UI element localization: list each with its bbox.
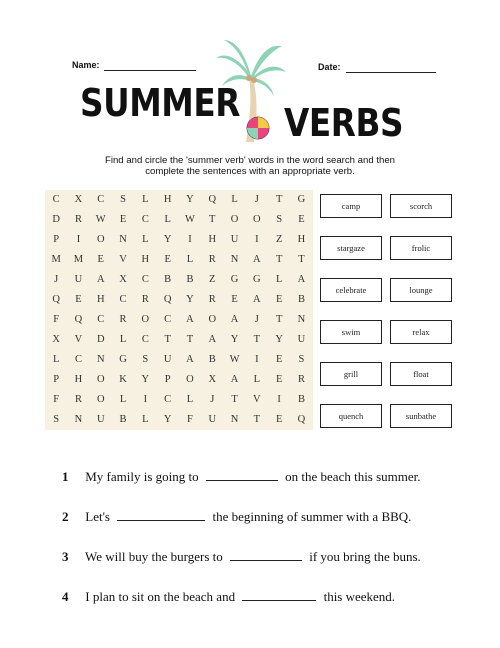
grid-letter[interactable]: N — [119, 234, 127, 245]
grid-letter[interactable]: C — [97, 194, 105, 205]
grid-letter[interactable]: A — [186, 354, 194, 365]
instructions — [60, 155, 440, 177]
grid-letter[interactable]: G — [230, 274, 239, 285]
name-label: Name: — [72, 60, 100, 70]
grid-letter[interactable]: A — [208, 334, 217, 345]
grid-letter[interactable]: H — [141, 254, 150, 265]
title-verbs: VERBS — [284, 101, 404, 145]
grid-letter[interactable]: S — [53, 414, 60, 425]
grid-letter[interactable]: L — [52, 354, 60, 365]
grid-letter[interactable]: E — [97, 254, 104, 265]
grid-row — [45, 230, 313, 250]
grid-row — [45, 410, 313, 430]
grid-letter[interactable]: T — [275, 194, 283, 205]
grid-letter[interactable]: U — [297, 334, 306, 345]
grid-letter[interactable]: L — [119, 394, 127, 405]
grid-letter[interactable]: G — [119, 354, 127, 365]
grid-letter[interactable]: F — [187, 414, 193, 425]
grid-letter[interactable]: O — [96, 394, 105, 405]
grid-letter[interactable]: R — [208, 254, 216, 265]
name-line[interactable] — [104, 70, 196, 71]
word-bank-item: quench — [320, 404, 382, 428]
grid-letter[interactable]: S — [120, 194, 126, 205]
sentence-4 — [62, 588, 482, 606]
grid-letter[interactable]: E — [119, 214, 127, 225]
grid-letter[interactable]: O — [253, 214, 261, 225]
word-bank-item: frolic — [390, 236, 452, 260]
grid-letter[interactable]: B — [297, 394, 305, 405]
grid-row — [45, 210, 313, 230]
grid-letter[interactable]: Y — [230, 334, 239, 345]
grid-letter[interactable]: Y — [163, 414, 172, 425]
word-bank-item: swim — [320, 320, 382, 344]
date-label: Date: — [318, 62, 341, 72]
sentence-text-before: My family is going to — [85, 469, 199, 484]
grid-row — [45, 390, 313, 410]
grid-letter[interactable]: Q — [52, 294, 60, 305]
grid-letter[interactable]: I — [255, 354, 259, 365]
grid-letter[interactable]: G — [297, 194, 306, 205]
grid-letter[interactable]: R — [297, 374, 305, 385]
sentence-3 — [62, 548, 482, 566]
grid-letter[interactable]: D — [96, 334, 105, 345]
grid-letter[interactable]: Q — [74, 314, 83, 325]
grid-letter[interactable]: N — [230, 414, 239, 425]
grid-letter[interactable]: L — [142, 414, 149, 425]
grid-letter[interactable]: T — [186, 334, 194, 345]
word-bank-item: scorch — [390, 194, 452, 218]
word-bank-item: sunbathe — [390, 404, 452, 428]
grid-letter[interactable]: I — [143, 394, 148, 405]
sentence-number: 3 — [62, 549, 69, 564]
grid-letter[interactable]: F — [53, 314, 60, 325]
sentence-text-before: I plan to sit on the beach and — [85, 589, 236, 604]
grid-letter[interactable]: C — [141, 274, 149, 285]
title-summer: SUMMER — [80, 81, 241, 125]
word-bank-item: relax — [390, 320, 452, 344]
word-bank-item: stargaze — [320, 236, 382, 260]
answer-blank[interactable] — [242, 589, 316, 601]
grid-row — [45, 270, 313, 290]
grid-letter[interactable]: V — [119, 254, 127, 265]
grid-letter[interactable]: T — [164, 334, 171, 345]
grid-letter[interactable]: J — [54, 274, 59, 285]
grid-letter[interactable]: O — [230, 214, 239, 225]
grid-letter[interactable]: J — [254, 314, 259, 325]
grid-letter[interactable]: T — [231, 394, 238, 405]
grid-row — [45, 370, 313, 390]
grid-letter[interactable]: Y — [275, 334, 283, 345]
grid-letter[interactable]: M — [51, 254, 61, 265]
grid-letter[interactable]: R — [74, 214, 82, 225]
grid-letter[interactable]: U — [96, 414, 105, 425]
sentence-2 — [62, 508, 482, 526]
grid-letter[interactable]: E — [275, 414, 283, 425]
grid-letter[interactable]: A — [230, 314, 239, 325]
grid-letter[interactable]: G — [253, 274, 261, 285]
sentence-number: 1 — [62, 469, 69, 484]
grid-letter[interactable]: O — [141, 314, 150, 325]
grid-letter[interactable]: E — [298, 214, 305, 225]
grid-letter[interactable]: W — [95, 214, 106, 225]
grid-letter[interactable]: U — [74, 274, 83, 285]
grid-letter[interactable]: F — [53, 394, 60, 405]
grid-letter[interactable]: A — [253, 294, 261, 305]
grid-letter[interactable]: N — [230, 254, 239, 265]
grid-row — [45, 290, 313, 310]
grid-letter[interactable]: I — [277, 394, 281, 405]
grid-letter[interactable]: R — [141, 294, 149, 305]
grid-letter[interactable]: B — [164, 274, 172, 285]
grid-letter[interactable]: K — [119, 374, 127, 385]
grid-letter[interactable]: L — [275, 274, 283, 285]
instructions-line-1: Find and circle the 'summer verb' words in the word search and then — [104, 155, 395, 166]
sentence-number: 2 — [62, 509, 69, 524]
answer-blank[interactable] — [117, 509, 205, 521]
grid-letter[interactable]: A — [297, 274, 306, 285]
sentence-number: 4 — [62, 589, 69, 604]
grid-letter[interactable]: C — [164, 394, 172, 405]
grid-letter[interactable]: T — [275, 254, 283, 265]
grid-letter[interactable]: Q — [163, 294, 172, 305]
grid-letter[interactable]: H — [208, 234, 217, 245]
answer-blank[interactable] — [230, 549, 302, 561]
grid-letter[interactable]: X — [208, 374, 217, 385]
grid-letter[interactable]: E — [275, 294, 283, 305]
grid-letter[interactable]: Y — [163, 234, 172, 245]
grid-letter[interactable]: N — [96, 354, 105, 365]
word-bank-item: lounge — [390, 278, 452, 302]
word-search-grid — [45, 190, 313, 430]
grid-letter[interactable]: A — [253, 254, 261, 265]
grid-letter[interactable]: R — [208, 294, 216, 305]
grid-letter[interactable]: Y — [141, 374, 150, 385]
grid-letter[interactable]: N — [297, 314, 306, 325]
grid-letter[interactable]: L — [231, 194, 238, 205]
word-bank-item: camp — [320, 194, 382, 218]
grid-letter[interactable]: U — [230, 234, 239, 245]
grid-letter[interactable]: L — [253, 374, 261, 385]
grid-letter[interactable]: C — [141, 214, 149, 225]
grid-letter[interactable]: L — [119, 334, 127, 345]
grid-letter[interactable]: O — [208, 314, 217, 325]
sentence-text-before: We will buy the burgers to — [85, 549, 223, 564]
grid-letter[interactable]: L — [142, 194, 149, 205]
grid-letter[interactable]: Z — [275, 234, 283, 245]
grid-letter[interactable]: N — [74, 414, 83, 425]
grid-letter[interactable]: H — [163, 194, 172, 205]
grid-letter[interactable]: B — [186, 274, 194, 285]
grid-letter[interactable]: J — [254, 194, 259, 205]
grid-letter[interactable]: E — [164, 254, 171, 265]
sentence-text-before: Let's — [85, 509, 110, 524]
sentence-text-after: if you bring the buns. — [309, 549, 421, 564]
grid-letter[interactable]: B — [208, 354, 216, 365]
grid-letter[interactable]: I — [255, 234, 259, 245]
grid-letter[interactable]: C — [74, 354, 82, 365]
grid-letter[interactable]: C — [164, 314, 172, 325]
instructions-line-2: complete the sentences with an appropriate verb. — [145, 166, 355, 177]
sentence-text-after: this weekend. — [323, 589, 396, 604]
word-bank-item: float — [390, 362, 452, 386]
grid-letter[interactable]: C — [52, 194, 60, 205]
grid-letter[interactable]: H — [297, 234, 306, 245]
grid-letter[interactable]: E — [75, 294, 82, 305]
grid-letter[interactable]: C — [141, 334, 149, 345]
answer-blank[interactable] — [206, 469, 278, 481]
grid-letter[interactable]: W — [184, 214, 195, 225]
grid-letter[interactable]: O — [96, 374, 105, 385]
grid-letter[interactable]: O — [186, 374, 194, 385]
grid-letter[interactable]: V — [253, 394, 261, 405]
grid-letter[interactable]: L — [142, 234, 149, 245]
grid-letter[interactable]: X — [119, 274, 127, 285]
word-bank-item: celebrate — [320, 278, 382, 302]
grid-letter[interactable]: D — [52, 214, 60, 225]
grid-letter[interactable]: X — [74, 194, 83, 205]
grid-letter[interactable]: H — [74, 374, 83, 385]
grid-letter[interactable]: B — [119, 414, 127, 425]
grid-letter[interactable]: V — [74, 334, 83, 345]
grid-letter[interactable]: S — [142, 354, 149, 365]
grid-row — [45, 190, 313, 210]
grid-letter[interactable]: T — [275, 314, 283, 325]
grid-letter[interactable]: W — [229, 354, 240, 365]
grid-letter[interactable]: L — [164, 214, 171, 225]
grid-letter[interactable]: Q — [297, 414, 306, 425]
grid-letter[interactable]: C — [119, 294, 127, 305]
grid-letter[interactable]: I — [76, 234, 81, 245]
sentence-text-after: on the beach this summer. — [285, 469, 421, 484]
grid-letter[interactable]: T — [253, 414, 261, 425]
grid-letter[interactable]: Y — [186, 194, 194, 205]
grid-letter[interactable]: H — [96, 294, 105, 305]
grid-letter[interactable]: U — [163, 354, 172, 365]
grid-letter[interactable]: R — [119, 314, 127, 325]
grid-letter[interactable]: M — [73, 254, 84, 265]
grid-letter[interactable]: U — [208, 414, 217, 425]
grid-letter[interactable]: C — [97, 314, 105, 325]
grid-letter[interactable]: Z — [209, 274, 216, 285]
date-line[interactable] — [346, 72, 436, 73]
grid-letter[interactable]: E — [275, 354, 283, 365]
grid-letter[interactable]: L — [186, 254, 194, 265]
grid-letter[interactable]: R — [74, 394, 82, 405]
grid-letter[interactable]: T — [209, 214, 216, 225]
grid-letter[interactable]: I — [188, 234, 192, 245]
grid-letter[interactable]: E — [231, 294, 238, 305]
grid-row — [45, 330, 313, 350]
grid-letter[interactable]: A — [96, 274, 105, 285]
sentence-text-after: the beginning of summer with a BBQ. — [212, 509, 412, 524]
grid-row — [45, 250, 313, 270]
grid-letter[interactable]: P — [164, 374, 171, 385]
grid-letter[interactable]: L — [186, 394, 194, 405]
grid-letter[interactable]: X — [52, 334, 60, 345]
grid-letter[interactable]: T — [298, 254, 305, 265]
grid-letter[interactable]: Y — [186, 294, 194, 305]
beach-ball-icon — [246, 116, 270, 140]
grid-letter[interactable]: Q — [208, 194, 217, 205]
grid-letter[interactable]: J — [210, 394, 215, 405]
word-bank-item: grill — [320, 362, 382, 386]
grid-letter[interactable]: P — [53, 374, 60, 385]
grid-letter[interactable]: S — [298, 354, 305, 365]
grid-letter[interactable]: O — [96, 234, 105, 245]
grid-letter[interactable]: S — [276, 214, 283, 225]
grid-row — [45, 310, 313, 330]
grid-letter[interactable]: E — [275, 374, 283, 385]
grid-letter[interactable]: A — [186, 314, 194, 325]
grid-row — [45, 350, 313, 370]
sentence-1 — [62, 468, 482, 486]
grid-letter[interactable]: T — [253, 334, 261, 345]
grid-letter[interactable]: A — [230, 374, 239, 385]
grid-letter[interactable]: B — [297, 294, 305, 305]
grid-letter[interactable]: P — [53, 234, 60, 245]
